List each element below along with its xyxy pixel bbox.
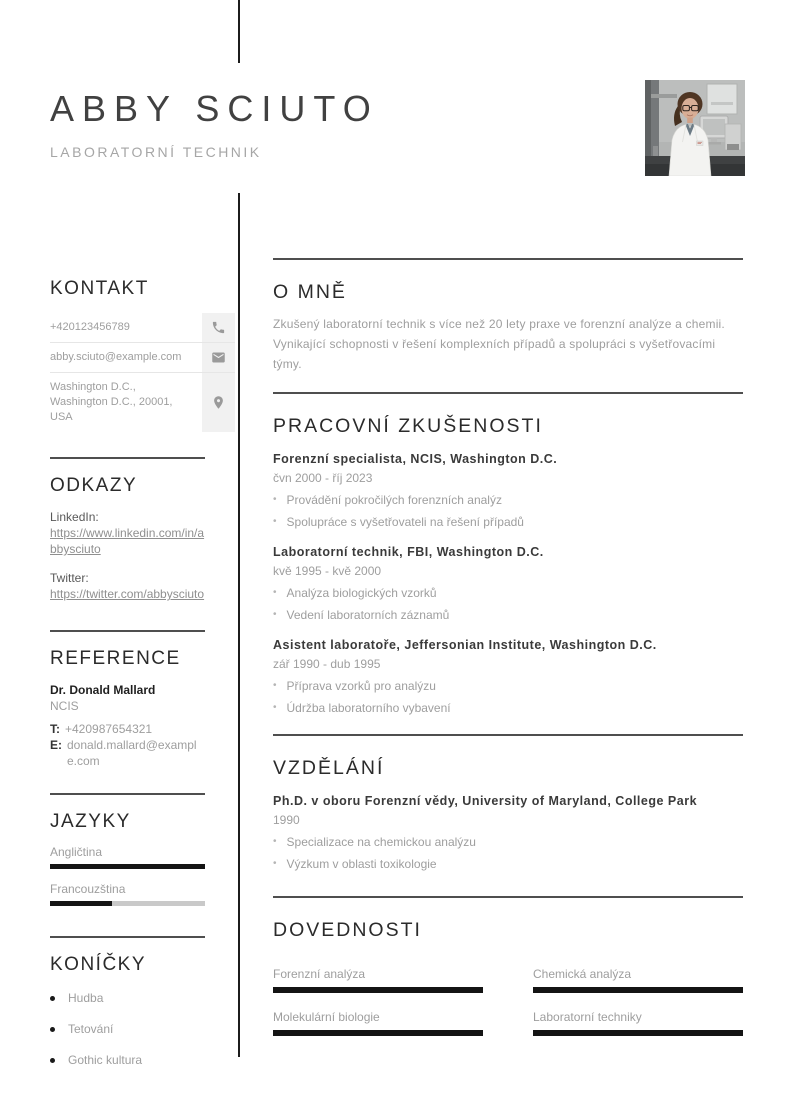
about-text: Zkušený laboratorní technik s více než 20 lety praxe ve forenzní analýze a chemii. Vynikající schopnosti v řešení komplexních případů a spolupráci s vyšetřovacími týmy. <box>273 317 725 371</box>
language-item-english <box>50 844 205 869</box>
reference-section-rule <box>50 630 205 632</box>
language-item-french <box>50 881 205 906</box>
links-section-rule <box>50 457 205 459</box>
job-dates: kvě 1995 - kvě 2000 <box>273 564 382 578</box>
hobbies-list <box>50 990 205 1068</box>
skill-label: Molekulární biologie <box>273 1010 380 1024</box>
reference-phone-label: T: <box>50 722 60 736</box>
column-divider <box>238 193 240 1057</box>
hobby-item <box>50 1052 205 1068</box>
skill-item <box>533 966 743 993</box>
education-entry <box>273 793 743 872</box>
job-bullet <box>273 585 743 601</box>
hobbies-heading: KONÍČKY <box>50 954 147 975</box>
skill-level-track <box>533 1030 743 1036</box>
hobby-label: Tetování <box>68 1022 114 1036</box>
education-degree: Ph.D. v oboru Forenzní vědy, University of Maryland, College Park <box>273 794 698 808</box>
reference-phone-value: +420987654321 <box>65 722 153 736</box>
mail-icon <box>202 343 235 372</box>
skill-label: Forenzní analýza <box>273 967 366 981</box>
bullet-marker: • <box>273 680 277 691</box>
about-section-rule <box>273 258 743 260</box>
reference-phone-row <box>50 721 205 737</box>
education-year: 1990 <box>273 813 300 827</box>
job-title: Asistent laboratoře, Jeffersonian Institute, Washington D.C. <box>273 638 657 652</box>
reference-email-row <box>50 737 205 769</box>
skill-level-track <box>273 1030 483 1036</box>
skills-section-rule <box>273 896 743 898</box>
language-label: Angličtina <box>50 845 103 859</box>
bullet-marker: • <box>273 836 277 847</box>
skills-grid <box>273 966 743 1036</box>
skills-heading: DOVEDNOSTI <box>273 919 422 941</box>
bullet-marker: • <box>273 609 277 620</box>
skill-label: Laboratorní techniky <box>533 1010 642 1024</box>
links-list <box>50 509 205 602</box>
sidebar <box>50 278 205 1068</box>
skill-level-bar <box>533 987 743 993</box>
job-bullets <box>273 678 743 716</box>
skill-item <box>533 1009 743 1036</box>
links-heading: ODKAZY <box>50 475 138 496</box>
skill-level-bar <box>533 1030 743 1036</box>
contact-row-email <box>50 343 235 373</box>
link-item-twitter <box>50 570 205 602</box>
skill-level-bar <box>273 987 483 993</box>
link-item-linkedin <box>50 509 205 557</box>
education-section-rule <box>273 734 743 736</box>
person-name: ABBY SCIUTO <box>50 88 379 129</box>
job-dates: zář 1990 - dub 1995 <box>273 657 381 671</box>
main-content <box>273 258 743 1036</box>
linkedin-label: LinkedIn: <box>50 510 99 524</box>
skill-item <box>273 1009 483 1036</box>
education-bullet <box>273 834 743 850</box>
language-level-track <box>50 901 205 906</box>
job-title: Laboratorní technik, FBI, Washington D.C. <box>273 545 544 559</box>
language-level-bar <box>50 864 205 869</box>
reference-company: NCIS <box>50 699 79 713</box>
contact-row-address <box>50 373 235 432</box>
skill-level-bar <box>273 1030 483 1036</box>
bullet-marker: • <box>273 858 277 869</box>
bullet-dot-icon <box>50 996 55 1001</box>
phone-icon <box>202 313 235 342</box>
job-bullet-text: Provádění pokročilých forenzních analýz <box>286 493 502 507</box>
person-job-title: LABORATORNÍ TECHNIK <box>50 144 262 160</box>
header-vertical-divider <box>238 0 240 63</box>
job-bullet <box>273 492 743 508</box>
contact-heading: KONTAKT <box>50 278 149 299</box>
skill-label: Chemická analýza <box>533 967 632 981</box>
language-level-track <box>50 864 205 869</box>
job-entry <box>273 637 743 716</box>
reference-heading: REFERENCE <box>50 648 181 669</box>
job-bullet <box>273 607 743 623</box>
contact-phone-value: +420123456789 <box>50 321 130 333</box>
skill-level-track <box>273 987 483 993</box>
language-level-bar <box>50 901 112 906</box>
skill-level-track <box>533 987 743 993</box>
job-bullet-text: Analýza biologických vzorků <box>286 586 437 600</box>
twitter-label: Twitter: <box>50 571 89 585</box>
hobby-label: Gothic kultura <box>68 1053 143 1067</box>
reference-name: Dr. Donald Mallard <box>50 683 156 697</box>
job-bullet-text: Příprava vzorků pro analýzu <box>286 679 436 693</box>
contact-address-value: Washington D.C., Washington D.C., 20001, USA <box>50 381 173 423</box>
bullet-dot-icon <box>50 1058 55 1063</box>
reference-email-value: donald.mallard@example.com <box>67 738 197 768</box>
reference-email-label: E: <box>50 738 62 752</box>
skill-item <box>273 966 483 993</box>
language-label: Francouzština <box>50 882 126 896</box>
experience-section-rule <box>273 392 743 394</box>
languages-heading: JAZYKY <box>50 811 131 832</box>
contact-list <box>50 313 235 432</box>
education-bullet-text: Výzkum v oblasti toxikologie <box>286 857 437 871</box>
twitter-link[interactable]: https://twitter.com/abbysciuto <box>50 587 205 601</box>
education-heading: VZDĚLÁNÍ <box>273 757 385 779</box>
job-bullet <box>273 700 743 716</box>
job-bullet-text: Údržba laboratorního vybavení <box>286 701 451 715</box>
bullet-marker: • <box>273 587 277 598</box>
profile-photo <box>645 80 745 176</box>
bullet-marker: • <box>273 702 277 713</box>
job-bullets <box>273 492 743 530</box>
linkedin-link[interactable]: https://www.linkedin.com/in/abbysciuto <box>50 526 205 556</box>
job-bullet <box>273 678 743 694</box>
job-dates: čvn 2000 - říj 2023 <box>273 471 373 485</box>
languages-section-rule <box>50 793 205 795</box>
job-bullet <box>273 514 743 530</box>
education-bullet <box>273 856 743 872</box>
contact-email-value: abby.sciuto@example.com <box>50 351 182 363</box>
education-bullet-text: Specializace na chemickou analýzu <box>286 835 476 849</box>
hobby-item <box>50 1021 205 1037</box>
experience-heading: PRACOVNÍ ZKUŠENOSTI <box>273 415 543 437</box>
bullet-dot-icon <box>50 1027 55 1032</box>
bullet-marker: • <box>273 494 277 505</box>
job-entry <box>273 451 743 530</box>
hobby-item <box>50 990 205 1006</box>
about-heading: O MNĚ <box>273 281 347 303</box>
job-bullet-text: Spolupráce s vyšetřovateli na řešení případů <box>286 515 524 529</box>
job-entry <box>273 544 743 623</box>
hobbies-section-rule <box>50 936 205 938</box>
job-title: Forenzní specialista, NCIS, Washington D.C. <box>273 452 558 466</box>
education-bullets <box>273 834 743 872</box>
job-bullets <box>273 585 743 623</box>
profile-photo-illustration <box>645 80 745 176</box>
bullet-marker: • <box>273 516 277 527</box>
hobby-label: Hudba <box>68 991 104 1005</box>
job-bullet-text: Vedení laboratorních záznamů <box>286 608 450 622</box>
contact-row-phone <box>50 313 235 343</box>
location-icon <box>202 373 235 432</box>
